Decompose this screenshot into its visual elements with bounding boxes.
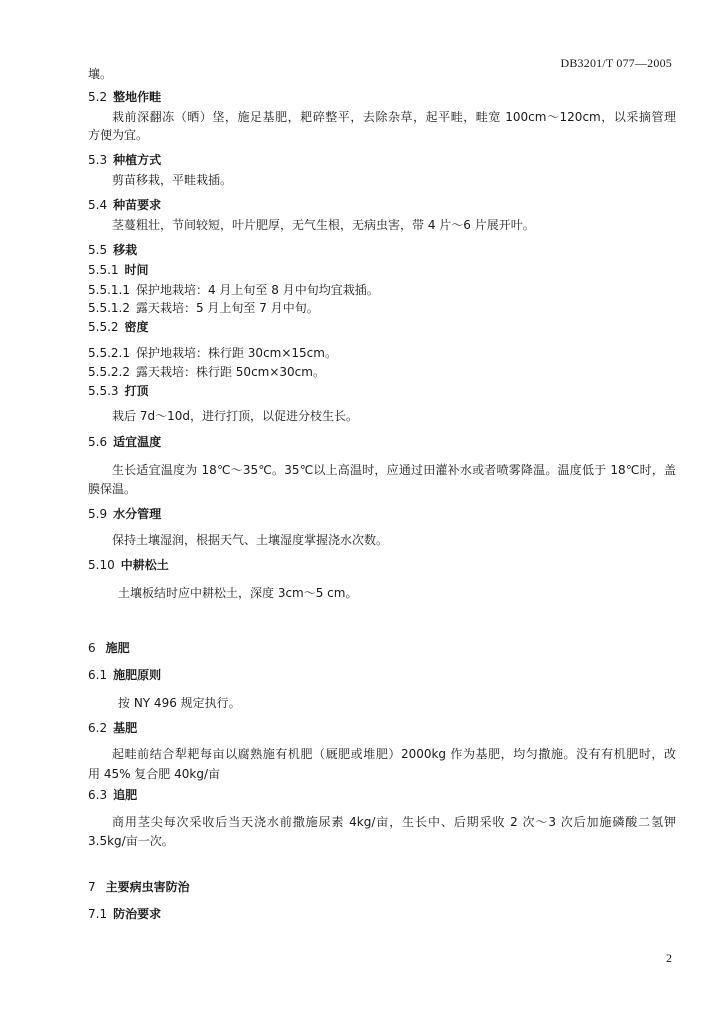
body-text-line: 栽前深翻冻（晒）垡，施足基肥，耙碎整平，去除杂草，起平畦，畦宽 100cm～120cm，以采摘管理 <box>112 110 676 124</box>
section-title: 水分管理 <box>113 507 162 521</box>
clause-number: 5.5.2.2 <box>88 365 130 379</box>
body-text-line: 土壤板结时应中耕松土，深度 3cm～5 cm。 <box>118 586 358 600</box>
document-code-header: DB3201/T 077—2005 <box>560 56 672 70</box>
clause-text: 保护地栽培：4 月上旬至 8 月中旬均宜栽插。 <box>135 283 379 297</box>
section-title: 适宜温度 <box>113 435 162 449</box>
clause-number: 5.5.2.1 <box>88 346 130 360</box>
section-heading-5-5-2 <box>88 319 676 335</box>
section-heading-5-4 <box>88 197 676 213</box>
section-number: 6.3 <box>88 788 108 802</box>
section-number: 5.3 <box>88 153 108 167</box>
section-heading-5-5-3 <box>88 383 676 399</box>
clause-5-5-2-2 <box>88 364 676 380</box>
body-text-line: 起畦前结合犁耙每亩以腐熟施有机肥（厩肥或堆肥）2000kg 作为基肥，均匀撒施。没有有机肥时，改 <box>112 747 676 761</box>
section-number: 5.10 <box>88 558 115 572</box>
body-text-line: 生长适宜温度为 18℃～35℃。35℃以上高温时，应通过田灌补水或者喷雾降温。温度低于 18℃时，盖 <box>112 463 676 477</box>
section-number: 5.5.1 <box>88 263 119 277</box>
section-heading-5-6 <box>88 434 676 450</box>
page-number: 2 <box>666 951 672 965</box>
chapter-heading-6 <box>88 640 676 656</box>
section-heading-5-5 <box>88 242 676 258</box>
body-text-line: 壤。 <box>88 67 113 81</box>
clause-text: 保护地栽培：株行距 30cm×15cm。 <box>135 346 337 360</box>
section-number: 5.2 <box>88 90 108 104</box>
section-heading-7-1 <box>88 906 676 922</box>
section-heading-5-9 <box>88 506 676 522</box>
body-text-line: 栽后 7d～10d，进行打顶，以促进分枝生长。 <box>112 409 358 423</box>
section-title: 中耕松土 <box>120 558 169 572</box>
section-title: 移栽 <box>113 243 138 257</box>
section-title: 主要病虫害防治 <box>105 880 190 894</box>
section-title: 时间 <box>124 263 149 277</box>
chapter-heading-7 <box>88 879 676 895</box>
body-text-line: 商用茎尖每次采收后当天浇水前撒施尿素 4kg/亩，生长中、后期采收 2 次～3 次后加施磷酸二氢钾 <box>112 815 676 829</box>
section-title: 种植方式 <box>113 153 162 167</box>
section-number: 5.5 <box>88 243 108 257</box>
section-number: 6.1 <box>88 668 108 682</box>
section-number: 5.5.2 <box>88 320 119 334</box>
body-text-line: 3.5kg/亩一次。 <box>88 834 174 848</box>
section-number: 6.2 <box>88 721 108 735</box>
section-title: 种苗要求 <box>113 198 162 212</box>
section-title: 整地作畦 <box>113 90 162 104</box>
section-title: 防治要求 <box>113 907 162 921</box>
section-heading-6-1 <box>88 667 676 683</box>
clause-number: 5.5.1.1 <box>88 283 130 297</box>
body-text-line: 膜保温。 <box>88 482 137 496</box>
clause-text: 露天栽培：5 月上旬至 7 月中旬。 <box>135 301 319 315</box>
section-heading-5-10 <box>88 557 676 573</box>
section-number: 5.5.3 <box>88 384 119 398</box>
section-number: 5.6 <box>88 435 108 449</box>
section-number: 5.4 <box>88 198 108 212</box>
section-number: 7 <box>88 880 96 894</box>
body-text-line: 茎蔓粗壮，节间较短，叶片肥厚，无气生根，无病虫害，带 4 片～6 片展开叶。 <box>112 218 535 232</box>
section-title: 施肥 <box>105 641 130 655</box>
body-text-line: 方便为宜。 <box>88 128 149 142</box>
section-title: 打顶 <box>124 384 149 398</box>
section-heading-5-5-1 <box>88 262 676 278</box>
body-text-line: 保持土壤湿润，根据天气、土壤湿度掌握浇水次数。 <box>112 533 389 547</box>
section-number: 6 <box>88 641 96 655</box>
clause-number: 5.5.1.2 <box>88 301 130 315</box>
clause-text: 露天栽培：株行距 50cm×30cm。 <box>135 365 325 379</box>
clause-5-5-2-1 <box>88 345 676 361</box>
section-title: 密度 <box>124 320 149 334</box>
body-text-line: 用 45% 复合肥 40kg/亩 <box>88 767 220 781</box>
section-title: 基肥 <box>113 721 138 735</box>
clause-5-5-1-1 <box>88 282 676 298</box>
section-number: 7.1 <box>88 907 108 921</box>
section-title: 追肥 <box>113 788 138 802</box>
section-heading-5-2 <box>88 89 676 105</box>
section-heading-6-3 <box>88 787 676 803</box>
section-title: 施肥原则 <box>113 668 162 682</box>
body-text-line: 剪苗移栽，平畦栽插。 <box>112 173 233 187</box>
clause-5-5-1-2 <box>88 300 676 316</box>
section-number: 5.9 <box>88 507 108 521</box>
section-heading-5-3 <box>88 152 676 168</box>
section-heading-6-2 <box>88 720 676 736</box>
body-text-line: 按 NY 496 规定执行。 <box>118 696 241 710</box>
